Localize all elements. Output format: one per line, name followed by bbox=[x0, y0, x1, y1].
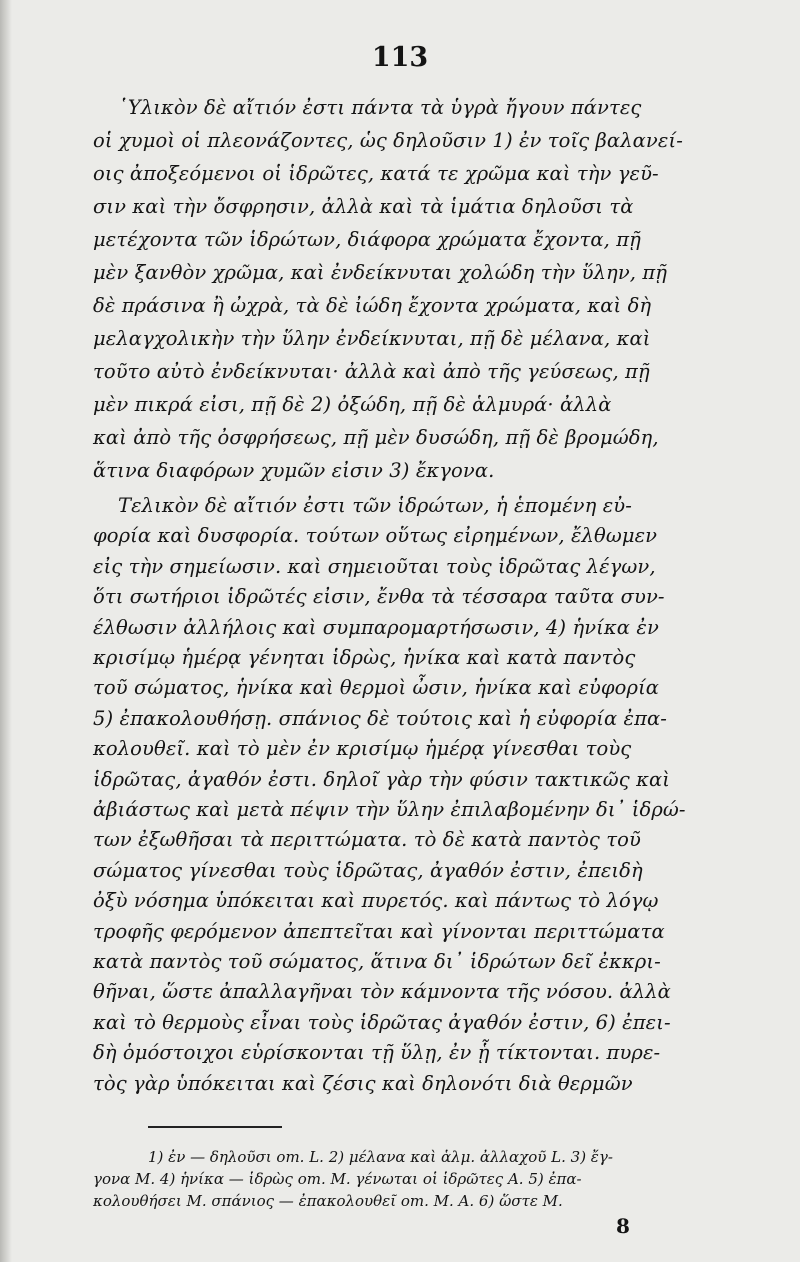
text-line: μελαγχολικὴν τὴν ὕλην ἐνδείκνυται, πῇ δὲ μέλανα, καὶ bbox=[93, 327, 651, 350]
text-line: ῾Υλικὸν δὲ αἴτιόν ἐστι πάντα τὰ ὑγρὰ ἤγουν πάντες bbox=[118, 96, 642, 119]
text-line: θῆναι, ὥστε ἀπαλλαγῆναι τὸν κάμνοντα τῆς νόσου. ἀλλὰ bbox=[93, 980, 671, 1004]
text-line: δὴ ὁμόστοιχοι εὑρίσκονται τῇ ὕλῃ, ἐν ᾗ τίκτονται. πυρε- bbox=[93, 1041, 661, 1065]
text-line: ἅτινα διαφόρων χυμῶν εἰσιν 3) ἔκγονα. bbox=[93, 459, 495, 482]
text-line: μετέχοντα τῶν ἱδρώτων, διάφορα χρώματα ἔχοντα, πῇ bbox=[93, 228, 641, 251]
text-line: τοῦ σώματος, ἡνίκα καὶ θερμοὶ ὦσιν, ἡνίκα καὶ εὐφορία bbox=[93, 676, 660, 700]
text-line: των ἐξωθῆσαι τὰ περιττώματα. τὸ δὲ κατὰ παντὸς τοῦ bbox=[93, 828, 641, 852]
footnote-line: 1) ἐν — δηλοῦσι om. L. 2) μέλανα καὶ ἁλμ. ἀλλαχοῦ L. 3) ἔγ- bbox=[148, 1148, 613, 1166]
text-line: μὲν πικρά εἰσι, πῇ δὲ 2) ὀξώδη, πῇ δὲ ἁλμυρά· ἀλλὰ bbox=[93, 393, 612, 416]
text-line: καὶ τὸ θερμοὺς εἶναι τοὺς ἱδρῶτας ἀγαθόν ἐστιν, 6) ἐπει- bbox=[93, 1010, 671, 1034]
text-line: σιν καὶ τὴν ὄσφρησιν, ἀλλὰ καὶ τὰ ἱμάτια δηλοῦσι τὰ bbox=[93, 195, 634, 218]
text-line: 5) ἐπακολουθήσῃ. σπάνιος δὲ τούτοις καὶ ἡ εὐφορία ἐπα- bbox=[93, 706, 667, 730]
text-line: σώματος γίνεσθαι τοὺς ἱδρῶτας, ἀγαθόν ἐστιν, ἐπειδὴ bbox=[93, 858, 643, 882]
text-line: φορία καὶ δυσφορία. τούτων οὕτως εἰρημένων, ἔλθωμεν bbox=[93, 524, 658, 548]
text-line: ἀβιάστως καὶ μετὰ πέψιν τὴν ὕλην ἐπιλαβομένην δι᾽ ἱδρώ- bbox=[93, 798, 686, 821]
text-line: έλθωσιν ἀλλήλοις καὶ συμπαρομαρτήσωσιν, 4) ἡνίκα ἐν bbox=[93, 615, 659, 639]
text-line: οις ἀποξεόμενοι οἱ ἱδρῶτες, κατά τε χρῶμα καὶ τὴν γεῦ- bbox=[93, 162, 659, 185]
footnote-line: γονα M. 4) ἡνίκα — ἱδρὼς om. M. γένωται οἱ ἱδρῶτες A. 5) ἐπα- bbox=[93, 1170, 582, 1188]
page-gutter-shadow bbox=[0, 0, 12, 1262]
footnote-line: κολουθήσει M. σπάνιος — ἐπακολουθεῖ om. M. A. 6) ὥστε M. bbox=[93, 1192, 563, 1210]
text-line: ὀξὺ νόσημα ὑπόκειται καὶ πυρετός. καὶ πάντως τὸ λόγῳ bbox=[93, 889, 659, 913]
text-line: κατὰ παντὸς τοῦ σώματος, ἅτινα δι᾽ ἱδρώτων δεῖ ἐκκρι- bbox=[93, 950, 661, 973]
text-line: ἱδρῶτας, ἀγαθόν ἐστι. δηλοῖ γὰρ τὴν φύσιν τακτικῶς καὶ bbox=[93, 767, 671, 791]
text-line: μὲν ξανθὸν χρῶμα, καὶ ἐνδείκνυται χολώδη τὴν ὕλην, πῇ bbox=[93, 261, 668, 284]
text-line: οἱ χυμοὶ οἱ πλεονάζοντες, ὡς δηλοῦσιν 1) ἐν τοῖς βαλανεί- bbox=[93, 129, 683, 152]
footnote-divider bbox=[148, 1126, 282, 1128]
text-line: καὶ ἀπὸ τῆς ὀσφρήσεως, πῇ μὲν δυσώδη, πῇ δὲ βρομώδη, bbox=[93, 426, 659, 449]
text-line: δὲ πράσινα ἢ ὠχρὰ, τὰ δὲ ἰώδη ἔχοντα χρώματα, καὶ δὴ bbox=[93, 294, 652, 317]
text-line: Τελικὸν δὲ αἴτιόν ἐστι τῶν ἱδρώτων, ἡ ἑπομένη εὐ- bbox=[118, 494, 632, 517]
text-line: τροφῆς φερόμενον ἀπεπτεῖται καὶ γίνονται περιττώματα bbox=[93, 919, 665, 943]
text-line: εἰς τὴν σημείωσιν. καὶ σημειοῦται τοὺς ἱδρῶτας λέγων, bbox=[93, 554, 656, 578]
page-number: 113 bbox=[371, 42, 429, 73]
text-line: κολουθεῖ. καὶ τὸ μὲν ἐν κρισίμῳ ἡμέρᾳ γίνεσθαι τοὺς bbox=[93, 737, 632, 761]
text-line: κρισίμῳ ἡμέρᾳ γένηται ἱδρὼς, ἡνίκα καὶ κατὰ παντὸς bbox=[93, 646, 636, 669]
text-line: τὸς γὰρ ὑπόκειται καὶ ζέσις καὶ δηλονότι διὰ θερμῶν bbox=[93, 1071, 633, 1095]
text-line: τοῦτο αὐτὸ ἐνδείκνυται· ἀλλὰ καὶ ἀπὸ τῆς γεύσεως, πῇ bbox=[93, 360, 650, 383]
text-line: ὅτι σωτήριοι ἱδρῶτές εἰσιν, ἔνθα τὰ τέσσαρα ταῦτα συν- bbox=[93, 585, 665, 609]
signature-mark: 8 bbox=[616, 1214, 630, 1238]
